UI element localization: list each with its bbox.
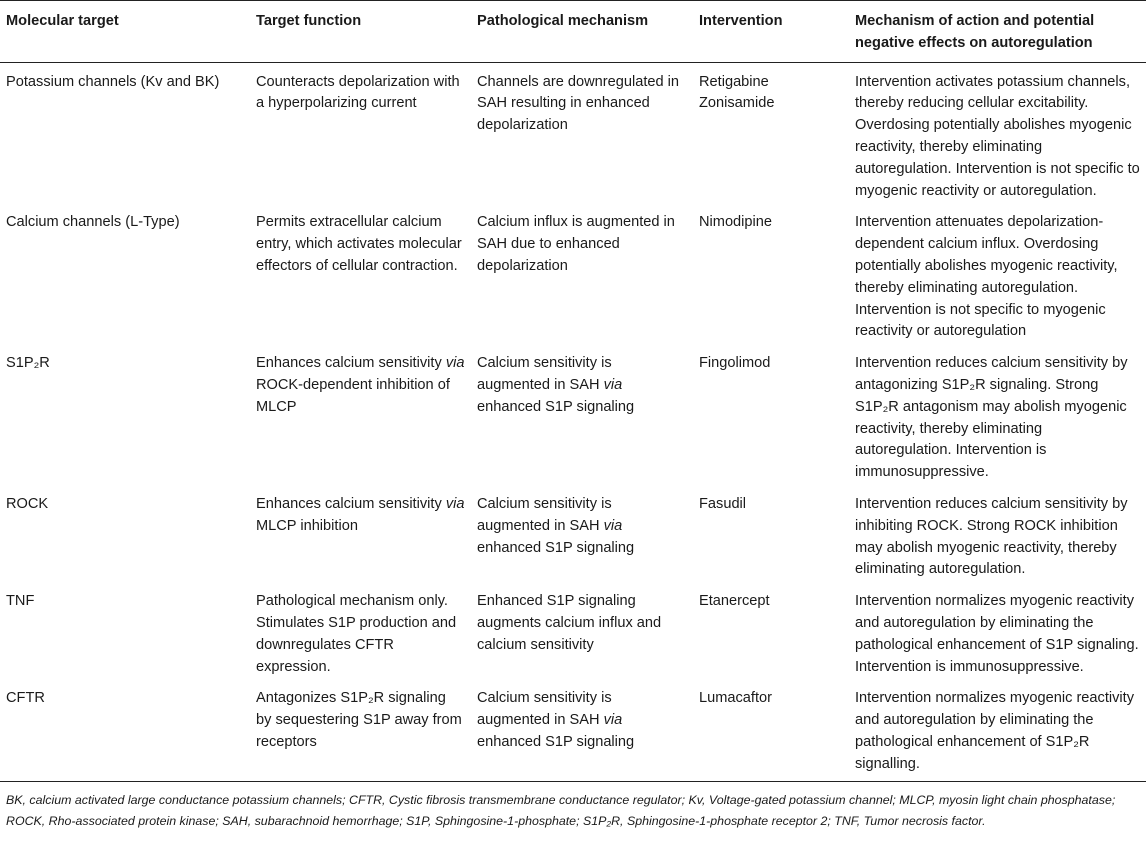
table-row [0, 62, 1146, 203]
cell-mechanism-of-action: Intervention normalizes myogenic reactivity and autoregulation by eliminating the pathological enhancement of S1P₂R signalling. [855, 690, 1135, 772]
intervention-drug: Nimodipine [699, 214, 773, 231]
intervention-drug: Lumacaftor [699, 690, 773, 707]
intervention-drug: Fasudil [699, 495, 747, 512]
table-row [0, 679, 1146, 781]
cell-pathological-mechanism: Calcium sensitivity is augmented in SAH via enhanced S1P signaling [477, 355, 635, 415]
cell-molecular-target: ROCK [6, 495, 49, 512]
header-target-function: Target function [256, 13, 362, 29]
table-body [0, 62, 1146, 781]
cell-pathological-mechanism: Enhanced S1P signaling augments calcium influx and calcium sensitivity [477, 593, 662, 653]
cell-target-function: Counteracts depolarization with a hyperpolarizing current [256, 73, 460, 112]
header-pathological-mechanism: Pathological mechanism [477, 13, 649, 29]
cell-intervention [693, 485, 849, 582]
cell-molecular-target: Potassium channels (Kv and BK) [6, 73, 220, 90]
intervention-drug: Zonisamide [699, 95, 775, 112]
cell-intervention [693, 203, 849, 344]
cell-molecular-target: S1P₂R [6, 355, 50, 372]
cell-target-function: Enhances calcium sensitivity via MLCP inhibition [256, 495, 465, 534]
cell-intervention [693, 344, 849, 485]
cell-molecular-target: Calcium channels (L-Type) [6, 214, 180, 231]
table-row [0, 485, 1146, 582]
cell-molecular-target: TNF [6, 593, 35, 610]
cell-pathological-mechanism: Channels are downregulated in SAH resulting in enhanced depolarization [477, 73, 680, 134]
table-row [0, 344, 1146, 485]
cell-mechanism-of-action: Intervention activates potassium channels, thereby reducing cellular excitability. Overdosing potentially abolishes myogenic reactivity, thereby eliminating autoregulation. Intervention is not specific to myogenic reactivity or autoregulation. [855, 73, 1140, 199]
table-row [0, 582, 1146, 679]
cell-pathological-mechanism: Calcium sensitivity is augmented in SAH via enhanced S1P signaling [477, 690, 635, 750]
cell-mechanism-of-action: Intervention reduces calcium sensitivity by antagonizing S1P₂R signaling. Strong S1P₂R antagonism may abolish myogenic reactivity, thereby eliminating autoregulation. Intervention is immunosuppressive. [855, 355, 1128, 481]
header-mechanism-of-action: Mechanism of action and potential negative effects on autoregulation [855, 13, 1095, 51]
cell-mechanism-of-action: Intervention reduces calcium sensitivity by inhibiting ROCK. Strong ROCK inhibition may abolish myogenic reactivity, thereby eliminating autoregulation. [855, 495, 1128, 578]
cell-intervention [693, 582, 849, 679]
cell-mechanism-of-action: Intervention attenuates depolarization-dependent calcium influx. Overdosing potentially abolishes myogenic reactivity, thereby eliminating autoregulation. Intervention is not specific to myogenic reactivity or autoregulation [855, 214, 1118, 340]
cell-mechanism-of-action: Intervention normalizes myogenic reactivity and autoregulation by eliminating the pathological enhancement of S1P signaling. Intervention is immunosuppressive. [855, 593, 1139, 675]
header-intervention: Intervention [699, 13, 783, 29]
intervention-drug: Fingolimod [699, 355, 771, 372]
cell-target-function: Permits extracellular calcium entry, which activates molecular effectors of cellular contraction. [256, 214, 462, 274]
cell-pathological-mechanism: Calcium influx is augmented in SAH due to enhanced depolarization [477, 214, 675, 274]
header-row [0, 1, 1146, 63]
header-molecular-target: Molecular target [6, 13, 119, 29]
cell-pathological-mechanism: Calcium sensitivity is augmented in SAH via enhanced S1P signaling [477, 495, 635, 556]
cell-target-function: Pathological mechanism only. Stimulates S1P production and downregulates CFTR expression. [256, 593, 457, 675]
intervention-drug: Retigabine [699, 73, 769, 90]
table-row [0, 203, 1146, 344]
cell-intervention [693, 62, 849, 203]
cell-target-function: Enhances calcium sensitivity via ROCK-dependent inhibition of MLCP [256, 355, 465, 415]
cell-intervention [693, 679, 849, 781]
cell-target-function: Antagonizes S1P₂R signaling by sequestering S1P away from receptors [256, 690, 462, 750]
cell-molecular-target: CFTR [6, 690, 45, 707]
intervention-drug: Etanercept [699, 593, 770, 610]
table-footnote: BK, calcium activated large conductance potassium channels; CFTR, Cystic fibrosis transmembrane conductance regulator; Kv, Voltage-gated potassium channel; MLCP, myosin light chain phosphatase; ROCK, Rho-associated protein kinase; SAH, subarachnoid hemorrhage; S1P, Sphingosine-1-phosphate; S1P₂R, Sphingosine-1-phosphate receptor 2; TNF, Tumor necrosis factor. [6, 792, 1116, 828]
